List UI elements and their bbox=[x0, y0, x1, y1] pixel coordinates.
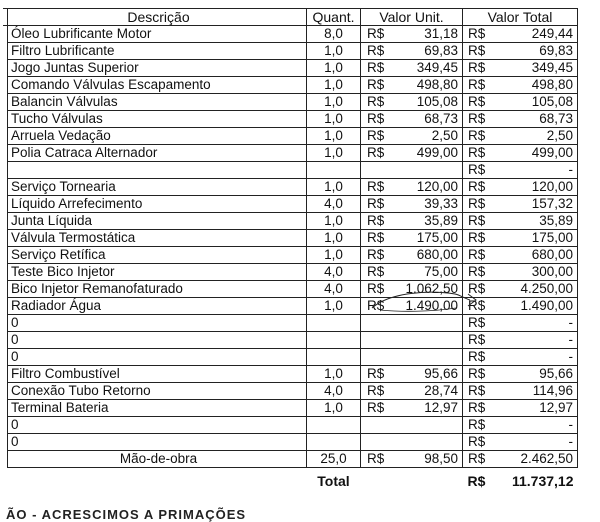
table-header-row bbox=[3, 9, 578, 26]
item-description: Jogo Juntas Superior bbox=[8, 60, 307, 77]
unit-price: 120,00 bbox=[402, 179, 463, 196]
labor-row bbox=[3, 451, 578, 468]
unit-price: 349,45 bbox=[402, 60, 463, 77]
line-total: 300,00 bbox=[498, 264, 578, 281]
item-description: 0 bbox=[8, 332, 307, 349]
total-currency: R$ bbox=[463, 434, 499, 451]
line-total: - bbox=[498, 349, 578, 366]
unit-currency: R$ bbox=[361, 230, 403, 247]
line-total: - bbox=[498, 434, 578, 451]
footer-text-fragment: ÃO - ACRESCIMOS A PRIMAÇÕES bbox=[6, 507, 247, 522]
table-row bbox=[3, 43, 578, 60]
line-total: 120,00 bbox=[498, 179, 578, 196]
table-row bbox=[3, 298, 578, 315]
total-currency: R$ bbox=[463, 162, 499, 179]
header-unit-value: Valor Unit. bbox=[361, 9, 463, 26]
unit-price: 499,00 bbox=[402, 145, 463, 162]
total-currency: R$ bbox=[463, 315, 499, 332]
unit-currency: R$ bbox=[361, 196, 403, 213]
item-quantity: 4,0 bbox=[307, 281, 361, 298]
unit-currency: R$ bbox=[361, 213, 403, 230]
item-quantity: 1,0 bbox=[307, 128, 361, 145]
table-row bbox=[3, 26, 578, 43]
item-description: Filtro Lubrificante bbox=[8, 43, 307, 60]
line-total: 4.250,00 bbox=[498, 281, 578, 298]
item-quantity bbox=[307, 434, 361, 451]
item-description: Óleo Lubrificante Motor bbox=[8, 26, 307, 43]
unit-currency: R$ bbox=[361, 43, 403, 60]
line-total: 114,96 bbox=[498, 383, 578, 400]
line-total: - bbox=[498, 315, 578, 332]
unit-currency: R$ bbox=[361, 264, 403, 281]
spacer-cell bbox=[361, 468, 403, 495]
item-description: Arruela Vedação bbox=[8, 128, 307, 145]
item-quantity: 8,0 bbox=[307, 26, 361, 43]
unit-price bbox=[402, 332, 463, 349]
item-description: Mão-de-obra bbox=[8, 451, 307, 468]
item-quantity: 1,0 bbox=[307, 179, 361, 196]
item-quantity bbox=[307, 349, 361, 366]
unit-price: 75,00 bbox=[402, 264, 463, 281]
unit-currency: R$ bbox=[361, 247, 403, 264]
total-amount: 11.737,12 bbox=[511, 473, 574, 489]
unit-currency: R$ bbox=[361, 60, 403, 77]
table-row bbox=[3, 213, 578, 230]
header-total-value: Valor Total bbox=[463, 9, 578, 26]
unit-price: 95,66 bbox=[402, 366, 463, 383]
unit-currency: R$ bbox=[361, 111, 403, 128]
table-row bbox=[3, 264, 578, 281]
unit-currency: R$ bbox=[361, 400, 403, 417]
total-currency: R$ bbox=[463, 145, 499, 162]
total-currency: R$ bbox=[463, 417, 499, 434]
total-currency: R$ bbox=[463, 196, 499, 213]
table-row bbox=[3, 179, 578, 196]
total-currency: R$ bbox=[463, 128, 499, 145]
unit-currency: R$ bbox=[361, 366, 403, 383]
item-description: Junta Líquida bbox=[8, 213, 307, 230]
spacer-cell bbox=[402, 468, 463, 495]
line-total: 35,89 bbox=[498, 213, 578, 230]
total-currency: R$ bbox=[463, 332, 499, 349]
line-total: 105,08 bbox=[498, 94, 578, 111]
table-row bbox=[3, 349, 578, 366]
header-quantity: Quant. bbox=[307, 9, 361, 26]
total-currency: R$ bbox=[463, 366, 499, 383]
unit-price: 2,50 bbox=[402, 128, 463, 145]
unit-price bbox=[402, 349, 463, 366]
table-row bbox=[3, 94, 578, 111]
unit-currency bbox=[361, 162, 403, 179]
table-row bbox=[3, 111, 578, 128]
unit-price: 68,73 bbox=[402, 111, 463, 128]
line-total: 349,45 bbox=[498, 60, 578, 77]
total-currency: R$ bbox=[463, 264, 499, 281]
item-quantity bbox=[307, 417, 361, 434]
item-description: Bico Injetor Remanofaturado bbox=[8, 281, 307, 298]
unit-price: 12,97 bbox=[402, 400, 463, 417]
total-currency: R$ bbox=[463, 111, 499, 128]
unit-price bbox=[402, 417, 463, 434]
unit-currency bbox=[361, 332, 403, 349]
item-quantity: 1,0 bbox=[307, 60, 361, 77]
table-row bbox=[3, 281, 578, 298]
unit-price: 31,18 bbox=[402, 26, 463, 43]
line-total: 175,00 bbox=[498, 230, 578, 247]
table-row bbox=[3, 383, 578, 400]
table-row bbox=[3, 162, 578, 179]
unit-price bbox=[402, 162, 463, 179]
unit-price: 35,89 bbox=[402, 213, 463, 230]
item-description: Líquido Arrefecimento bbox=[8, 196, 307, 213]
item-description: Serviço Retífica bbox=[8, 247, 307, 264]
item-description: Conexão Tubo Retorno bbox=[8, 383, 307, 400]
item-quantity bbox=[307, 332, 361, 349]
unit-price: 69,83 bbox=[402, 43, 463, 60]
table-row bbox=[3, 128, 578, 145]
unit-price: 98,50 bbox=[402, 451, 463, 468]
item-quantity: 4,0 bbox=[307, 196, 361, 213]
total-currency: R$ bbox=[463, 60, 499, 77]
total-currency: R$ bbox=[463, 298, 499, 315]
total-currency: R$ bbox=[463, 247, 499, 264]
line-total: 499,00 bbox=[498, 145, 578, 162]
line-total: 95,66 bbox=[498, 366, 578, 383]
item-quantity: 1,0 bbox=[307, 111, 361, 128]
total-currency: R$ bbox=[463, 349, 499, 366]
total-label: Total bbox=[317, 473, 350, 489]
item-quantity: 1,0 bbox=[307, 247, 361, 264]
grand-total-row bbox=[3, 468, 578, 495]
item-quantity: 1,0 bbox=[307, 230, 361, 247]
line-total: 680,00 bbox=[498, 247, 578, 264]
table-row bbox=[3, 315, 578, 332]
unit-price: 28,74 bbox=[402, 383, 463, 400]
spacer-cell bbox=[8, 468, 307, 495]
line-total: - bbox=[498, 162, 578, 179]
table-row bbox=[3, 332, 578, 349]
table-row bbox=[3, 366, 578, 383]
item-description: Tucho Válvulas bbox=[8, 111, 307, 128]
line-total: 2,50 bbox=[498, 128, 578, 145]
line-total: 157,32 bbox=[498, 196, 578, 213]
total-currency: R$ bbox=[463, 77, 499, 94]
total-currency: R$ bbox=[463, 43, 499, 60]
total-currency: R$ bbox=[463, 230, 499, 247]
total-currency: R$ bbox=[463, 94, 499, 111]
item-quantity: 1,0 bbox=[307, 298, 361, 315]
unit-price: 498,80 bbox=[402, 77, 463, 94]
item-description: 0 bbox=[8, 349, 307, 366]
table-row bbox=[3, 145, 578, 162]
item-description: Comando Válvulas Escapamento bbox=[8, 77, 307, 94]
line-total: - bbox=[498, 417, 578, 434]
unit-currency: R$ bbox=[361, 128, 403, 145]
unit-currency: R$ bbox=[361, 383, 403, 400]
item-description: Filtro Combustível bbox=[8, 366, 307, 383]
item-description: Serviço Tornearia bbox=[8, 179, 307, 196]
unit-currency bbox=[361, 434, 403, 451]
line-total: 498,80 bbox=[498, 77, 578, 94]
unit-currency: R$ bbox=[361, 94, 403, 111]
unit-currency: R$ bbox=[361, 451, 403, 468]
unit-price: 1.490,00 bbox=[402, 298, 463, 315]
item-description: Teste Bico Injetor bbox=[8, 264, 307, 281]
item-description: 0 bbox=[8, 315, 307, 332]
unit-price: 175,00 bbox=[402, 230, 463, 247]
table-row bbox=[3, 196, 578, 213]
line-total: 68,73 bbox=[498, 111, 578, 128]
item-description: 0 bbox=[8, 434, 307, 451]
table-body bbox=[3, 26, 578, 495]
total-currency: R$ bbox=[467, 473, 486, 489]
total-currency: R$ bbox=[463, 451, 499, 468]
item-quantity: 4,0 bbox=[307, 264, 361, 281]
unit-price: 680,00 bbox=[402, 247, 463, 264]
unit-price bbox=[402, 315, 463, 332]
item-quantity: 1,0 bbox=[307, 400, 361, 417]
item-quantity: 1,0 bbox=[307, 145, 361, 162]
table-row bbox=[3, 77, 578, 94]
line-total: 249,44 bbox=[498, 26, 578, 43]
unit-currency: R$ bbox=[361, 179, 403, 196]
unit-price: 1.062,50 bbox=[402, 281, 463, 298]
item-description: Polia Catraca Alternador bbox=[8, 145, 307, 162]
table-row bbox=[3, 60, 578, 77]
item-quantity: 1,0 bbox=[307, 213, 361, 230]
line-total: - bbox=[498, 332, 578, 349]
table-row bbox=[3, 247, 578, 264]
total-currency: R$ bbox=[463, 26, 499, 43]
item-quantity bbox=[307, 315, 361, 332]
line-total: 12,97 bbox=[498, 400, 578, 417]
unit-price: 39,33 bbox=[402, 196, 463, 213]
unit-currency: R$ bbox=[361, 281, 403, 298]
item-quantity: 1,0 bbox=[307, 43, 361, 60]
unit-price: 105,08 bbox=[402, 94, 463, 111]
total-currency: R$ bbox=[463, 281, 499, 298]
unit-currency: R$ bbox=[361, 77, 403, 94]
item-quantity: 1,0 bbox=[307, 366, 361, 383]
unit-currency bbox=[361, 349, 403, 366]
unit-currency: R$ bbox=[361, 298, 403, 315]
total-currency: R$ bbox=[463, 400, 499, 417]
total-currency: R$ bbox=[463, 213, 499, 230]
table-row bbox=[3, 400, 578, 417]
unit-currency bbox=[361, 417, 403, 434]
line-total: 69,83 bbox=[498, 43, 578, 60]
item-quantity: 4,0 bbox=[307, 383, 361, 400]
parts-services-table bbox=[3, 8, 578, 494]
item-description: Radiador Água bbox=[8, 298, 307, 315]
line-total: 1.490,00 bbox=[498, 298, 578, 315]
item-description: Balancin Válvulas bbox=[8, 94, 307, 111]
unit-price bbox=[402, 434, 463, 451]
total-currency: R$ bbox=[463, 179, 499, 196]
item-quantity: 1,0 bbox=[307, 94, 361, 111]
item-description: Válvula Termostática bbox=[8, 230, 307, 247]
item-quantity bbox=[307, 162, 361, 179]
table-row bbox=[3, 417, 578, 434]
item-quantity: 1,0 bbox=[307, 77, 361, 94]
unit-currency bbox=[361, 315, 403, 332]
item-description bbox=[8, 162, 307, 179]
table-row bbox=[3, 434, 578, 451]
total-currency: R$ bbox=[463, 383, 499, 400]
header-description: Descrição bbox=[8, 9, 307, 26]
line-total: 2.462,50 bbox=[498, 451, 578, 468]
item-quantity: 25,0 bbox=[307, 451, 361, 468]
item-description: Terminal Bateria bbox=[8, 400, 307, 417]
unit-currency: R$ bbox=[361, 26, 403, 43]
unit-currency: R$ bbox=[361, 145, 403, 162]
table-row bbox=[3, 230, 578, 247]
item-description: 0 bbox=[8, 417, 307, 434]
